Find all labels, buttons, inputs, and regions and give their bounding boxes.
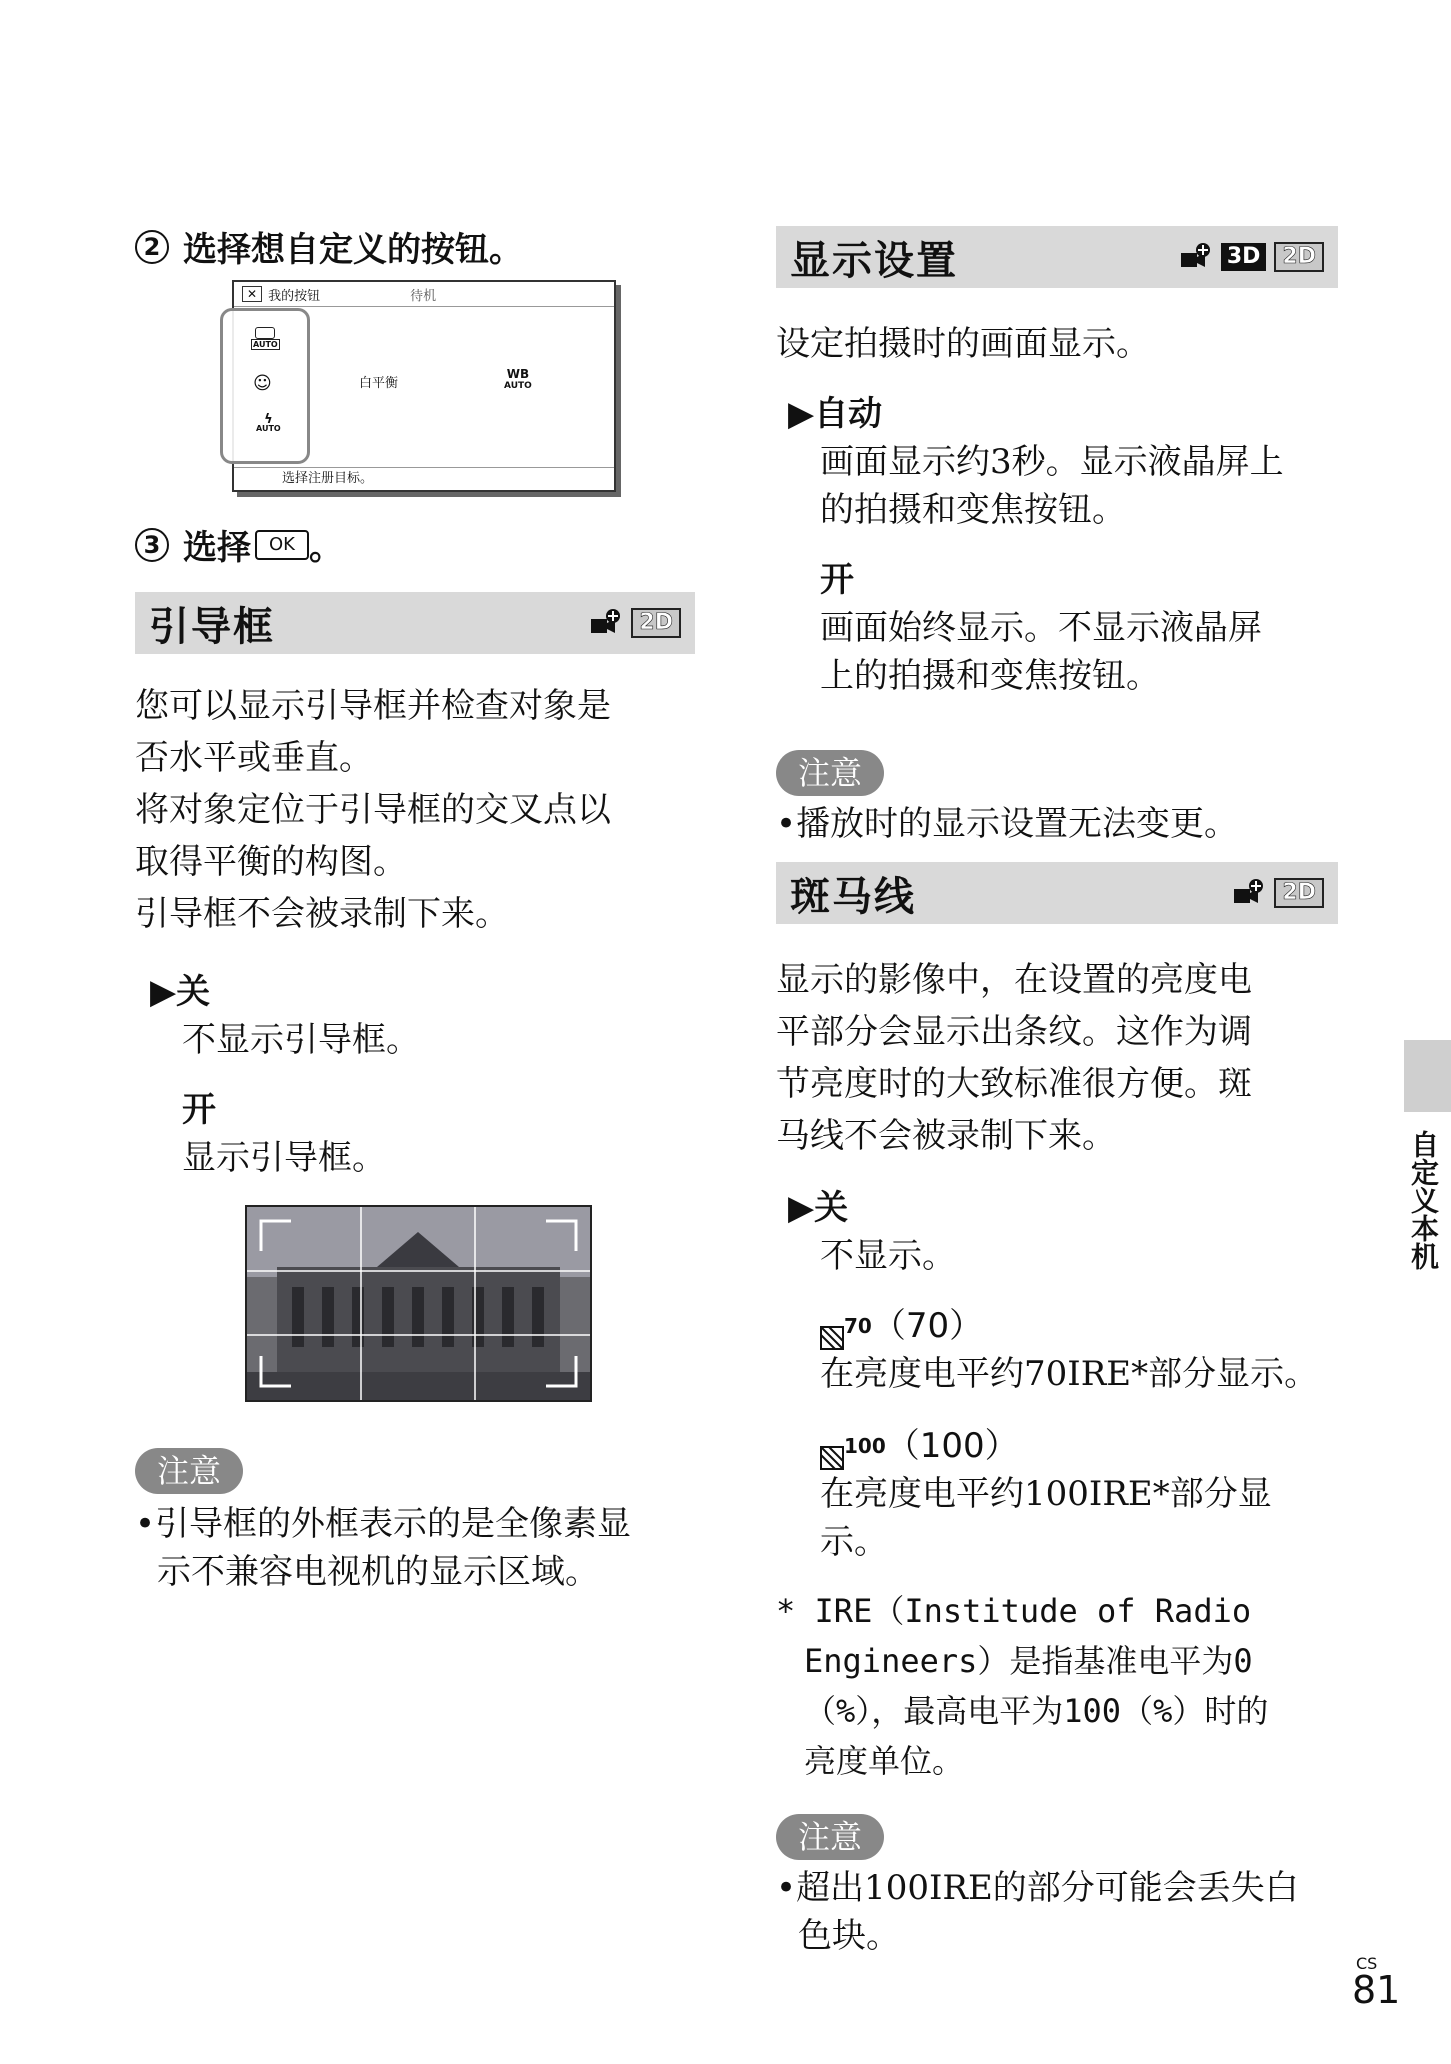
opera-house-image xyxy=(247,1207,590,1400)
note-left xyxy=(135,1448,243,1494)
default-marker: ▶ xyxy=(788,1188,815,1228)
option-label: 自动 xyxy=(814,394,883,434)
step-text: 选择 xyxy=(183,528,251,568)
shutter-auto-icon[interactable] xyxy=(251,327,280,350)
note-label: 注意 xyxy=(135,1448,243,1494)
ok-button-icon: OK xyxy=(255,530,309,560)
zebra-icon-number: 70 xyxy=(844,1314,872,1338)
option-desc-line: 的拍摄和变焦按钮。 xyxy=(820,490,1126,530)
flash-auto-icon[interactable]: ϟ AUTO xyxy=(256,412,281,433)
bullet-line: 示不兼容电视机的显示区域。 xyxy=(157,1552,599,1592)
option-on xyxy=(182,1086,386,1182)
wb-bottom: AUTO xyxy=(504,381,532,391)
option-desc: 不显示引导框。 xyxy=(182,1020,420,1060)
option-desc: 不显示。 xyxy=(820,1236,956,1276)
intro-line: 显示的影像中，在设置的亮度电 xyxy=(776,960,1252,1000)
close-icon[interactable]: ✕ xyxy=(242,286,262,302)
default-marker: ▶ xyxy=(150,972,177,1012)
option-off xyxy=(150,968,420,1064)
note-label: 注意 xyxy=(776,750,884,796)
page-number: 81 xyxy=(1352,1968,1401,2012)
screen-title: 我的按钮 xyxy=(268,288,321,304)
wb-auto-icon xyxy=(504,368,532,392)
option-label: 开 xyxy=(820,560,854,600)
bullet-dot: • xyxy=(135,1504,156,1544)
section-title: 显示设置 xyxy=(790,237,958,284)
section-heading-guide-frame xyxy=(135,592,695,654)
zebra-option-70 xyxy=(820,1302,1318,1398)
note-display xyxy=(776,750,884,796)
footnote-line: Engineers）是指基准电平为0 xyxy=(804,1642,1253,1680)
2d-badge: 2D xyxy=(631,608,681,638)
footnote-line: * IRE（Institude of Radio xyxy=(776,1592,1252,1630)
section-title: 斑马线 xyxy=(790,873,916,920)
section-title: 引导框 xyxy=(149,603,275,650)
bullet-line: 超出100IRE的部分可能会丢失白 xyxy=(796,1868,1299,1908)
mode-icons xyxy=(1232,878,1324,908)
ire-footnote xyxy=(776,1586,1346,1786)
option-label: （100） xyxy=(885,1426,1019,1466)
option-label: 关 xyxy=(814,1188,849,1228)
option-desc: 在亮度电平约70IRE*部分显示。 xyxy=(820,1354,1319,1394)
intro-line: 您可以显示引导框并检查对象是 xyxy=(135,686,611,726)
option-desc-line: 画面始终显示。不显示液晶屏 xyxy=(820,608,1262,648)
intro-line: 取得平衡的构图。 xyxy=(135,842,407,882)
default-marker: ▶ xyxy=(788,394,815,434)
wb-top: WB xyxy=(506,367,530,381)
note-zebra-bullet xyxy=(776,1864,1299,1960)
movie-camera-icon xyxy=(1179,242,1213,272)
2d-badge: 2D xyxy=(1274,878,1324,908)
highlight-frame xyxy=(220,308,310,464)
icon3-label: AUTO xyxy=(256,424,281,433)
option-desc: 显示引导框。 xyxy=(182,1138,386,1178)
3d-badge: 3D xyxy=(1221,243,1267,271)
movie-camera-icon xyxy=(589,608,623,638)
option-label: （70） xyxy=(871,1306,984,1346)
option-desc-line: 上的拍摄和变焦按钮。 xyxy=(820,656,1160,696)
step-2 xyxy=(135,222,523,271)
option-desc-line: 在亮度电平约100IRE*部分显 xyxy=(820,1474,1272,1514)
intro-line: 平部分会显示出条纹。这作为调 xyxy=(776,1012,1252,1052)
side-tab-label: 自定义本机 xyxy=(1407,1130,1440,1270)
face-detect-icon[interactable]: ☺ xyxy=(253,373,272,394)
footnote-line: （%），最高电平为100（%）时的 xyxy=(804,1692,1269,1730)
option-label: 关 xyxy=(176,972,211,1012)
section-heading-zebra xyxy=(776,862,1338,924)
mode-icons xyxy=(1179,242,1324,272)
page-lang: CS xyxy=(1356,1954,1378,1973)
option-label: 开 xyxy=(182,1090,216,1130)
intro-line: 引导框不会被录制下来。 xyxy=(135,894,509,934)
section-heading-display xyxy=(776,226,1338,288)
option-desc-line: 示。 xyxy=(820,1522,888,1562)
side-tab-marker xyxy=(1404,1040,1451,1112)
intro-line: 否水平或垂直。 xyxy=(135,738,373,778)
step-number: 2 xyxy=(135,230,169,264)
bullet-dot: • xyxy=(776,1868,797,1908)
screen-status: 待机 xyxy=(410,288,437,304)
bullet-line: 色块。 xyxy=(798,1916,900,1956)
note-display-bullet xyxy=(776,800,1238,848)
zebra-icon xyxy=(820,1422,886,1470)
note-label: 注意 xyxy=(776,1814,884,1860)
step-3 xyxy=(135,520,343,569)
mode-icons xyxy=(589,608,681,638)
zebra-option-100 xyxy=(820,1422,1272,1566)
zebra-intro xyxy=(776,954,1338,1162)
step-suffix: 。 xyxy=(308,528,343,568)
intro-line: 将对象定位于引导框的交叉点以 xyxy=(135,790,611,830)
display-option-on xyxy=(820,556,1262,700)
bullet-line: 播放时的显示设置无法变更。 xyxy=(796,804,1239,844)
option-desc-line: 画面显示约3秒。显示液晶屏上 xyxy=(820,442,1284,482)
zebra-option-off xyxy=(788,1184,956,1280)
display-option-auto xyxy=(788,390,1284,534)
step-number: 3 xyxy=(135,528,169,562)
center-label: 白平衡 xyxy=(359,376,399,391)
step-text: 选择想自定义的按钮。 xyxy=(183,230,523,270)
intro-line: 马线不会被录制下来。 xyxy=(776,1116,1116,1156)
footnote-line: 亮度单位。 xyxy=(804,1742,965,1780)
display-intro: 设定拍摄时的画面显示。 xyxy=(776,324,1150,364)
screen-footer: 选择注册目标。 xyxy=(234,467,614,490)
2d-badge: 2D xyxy=(1274,242,1324,272)
bullet-line: 引导框的外框表示的是全像素显 xyxy=(155,1504,632,1544)
movie-camera-icon xyxy=(1232,878,1266,908)
bullet-dot: • xyxy=(776,804,797,844)
intro-line: 节亮度时的大致标准很方便。斑 xyxy=(776,1064,1252,1104)
zebra-icon-number: 100 xyxy=(844,1434,886,1458)
guide-frame-intro xyxy=(135,680,695,940)
note-left-bullet xyxy=(135,1500,695,1596)
icon1-label: AUTO xyxy=(253,340,278,349)
note-zebra xyxy=(776,1814,884,1860)
zebra-icon xyxy=(820,1302,872,1350)
guide-frame-photo xyxy=(245,1205,592,1402)
